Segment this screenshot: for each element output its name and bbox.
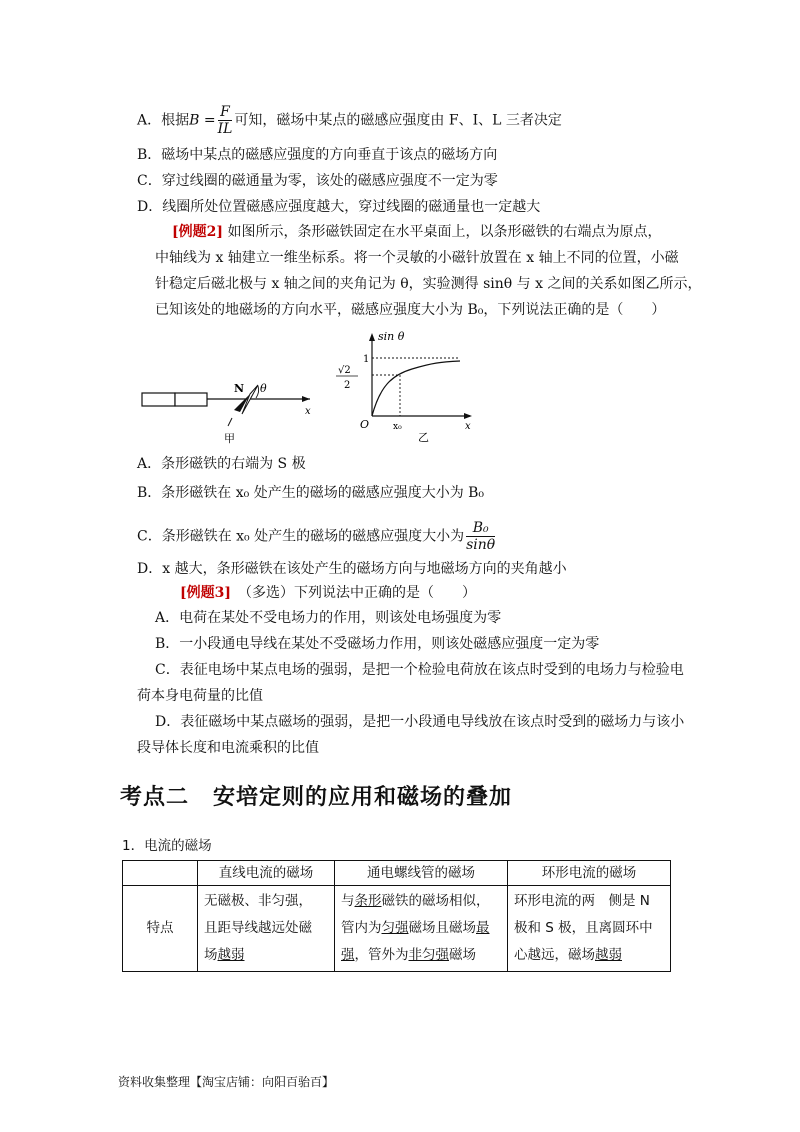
formula-fraction: $\frac{F}{IL}$	[217, 104, 233, 137]
theta-label: θ	[260, 382, 267, 395]
table-header-cell: 通电螺线管的磁场	[335, 861, 508, 886]
straight-current-cell: 无磁极、非匀强， 且距导线越远处磁 场越弱	[198, 886, 335, 972]
section-number: 考点二	[120, 785, 190, 810]
table-header-cell: 直线电流的磁场	[198, 861, 335, 886]
section-title: 安培定则的应用和磁场的叠加	[213, 785, 513, 810]
formula-fraction: $\frac{\text{B₀}}{\sin\theta}$	[466, 520, 496, 553]
table-row	[123, 886, 671, 972]
y-axis-label: sin θ	[378, 330, 405, 343]
example-3-option-b: B．一小段通电导线在某处不受磁场力作用，则该处磁感应强度一定为零	[155, 636, 600, 652]
example-2-line-4: 已知该处的地磁场的方向水平，磁感应强度大小为 B₀，下列说法正确的是（ ）	[155, 302, 666, 318]
q1-option-b: B．磁场中某点的磁感应强度的方向垂直于该点的磁场方向	[137, 147, 498, 163]
table-header-cell	[123, 861, 198, 886]
example-3-option-c-line-2: 荷本身电荷量的比值	[137, 688, 263, 704]
example-2-line-1: [例题2] 如图所示，条形磁铁固定在水平桌面上，以条形磁铁的右端点为原点，	[172, 224, 662, 240]
example-2-option-b: B．条形磁铁在 x₀ 处产生的磁场的磁感应强度大小为 B₀	[137, 485, 485, 501]
table-header-row	[123, 861, 671, 886]
solenoid-cell: 与条形磁铁的磁场相似， 管内为匀强磁场且磁场最 强，管外为非匀强磁场	[335, 886, 508, 972]
footer-source: 资料收集整理【淘宝店铺：向阳百骀百】	[118, 1075, 335, 1089]
example-2-line-2: 中轴线为 x 轴建立一维坐标系。将一个灵敏的小磁针放置在 x 轴上不同的位置，小磁	[155, 250, 679, 266]
example-2-option-c: C．条形磁铁在 x₀ 处产生的磁场的磁感应强度大小为 $\frac{\text{B₀}}{\sin\theta}$	[137, 520, 496, 553]
figure-jia-caption: 甲	[224, 432, 235, 445]
magnetic-field-table	[122, 860, 671, 972]
q1-option-c: C．穿过线圈的磁通量为零，该处的磁感应强度不一定为零	[137, 173, 498, 189]
section-heading	[120, 780, 512, 811]
subsection-title: 1．电流的磁场	[122, 838, 212, 854]
example-3-option-d-line-2: 段导体长度和电流乘积的比值	[137, 740, 319, 756]
figure-jia	[138, 370, 318, 450]
sqrt2-denominator: 2	[344, 380, 351, 391]
example-3-option-d-line-1: D．表征磁场中某点磁场的强弱，是把一小段通电导线放在该点时受到的磁场力与该小	[155, 714, 685, 730]
example-3-stem: [例题3] （多选）下列说法中正确的是（ ）	[180, 585, 476, 601]
origin-label: O	[360, 418, 370, 431]
row-label: 特点	[123, 886, 198, 972]
figure-yi-caption: 乙	[418, 431, 429, 444]
example-2-line-3: 针稳定后磁北极与 x 轴之间的夹角记为 θ，实验测得 sinθ 与 x 之间的关系如图乙所示，	[155, 276, 702, 292]
example-3-option-c-line-1: C．表征电场中某点电场的强弱，是把一个检验电荷放在该点时受到的电场力与检验电	[155, 662, 684, 678]
loop-current-cell: 环形电流的两 侧是 N 极和 S 极，且离圆环中 心越远，磁场越弱	[508, 886, 671, 972]
q1-option-d: D．线圈所处位置磁感应强度越大，穿过线圈的磁通量也一定越大	[137, 199, 541, 215]
n-pole-label: N	[234, 382, 245, 395]
example-3-option-a: A．电荷在某处不受电场力的作用，则该处电场强度为零	[155, 610, 502, 626]
tick-one: 1	[363, 354, 370, 365]
x-axis-label: x	[465, 421, 471, 432]
sqrt2-numerator: √2	[338, 365, 351, 376]
x0-label: x₀	[393, 422, 402, 432]
x-axis-label: x	[305, 406, 311, 417]
table-header-cell: 环形电流的磁场	[508, 861, 671, 886]
q1-option-a: A．根据B = $\frac{F}{IL}$ 可知，磁场中某点的磁感应强度由 F、I、L 三者决定	[137, 104, 562, 137]
example-2-option-d: D．x 越大，条形磁铁在该处产生的磁场方向与地磁场方向的夹角越小	[137, 561, 567, 577]
figure-yi	[330, 328, 480, 446]
sin-theta-curve	[372, 361, 460, 416]
example-2-option-a: A．条形磁铁的右端为 S 极	[137, 456, 306, 472]
